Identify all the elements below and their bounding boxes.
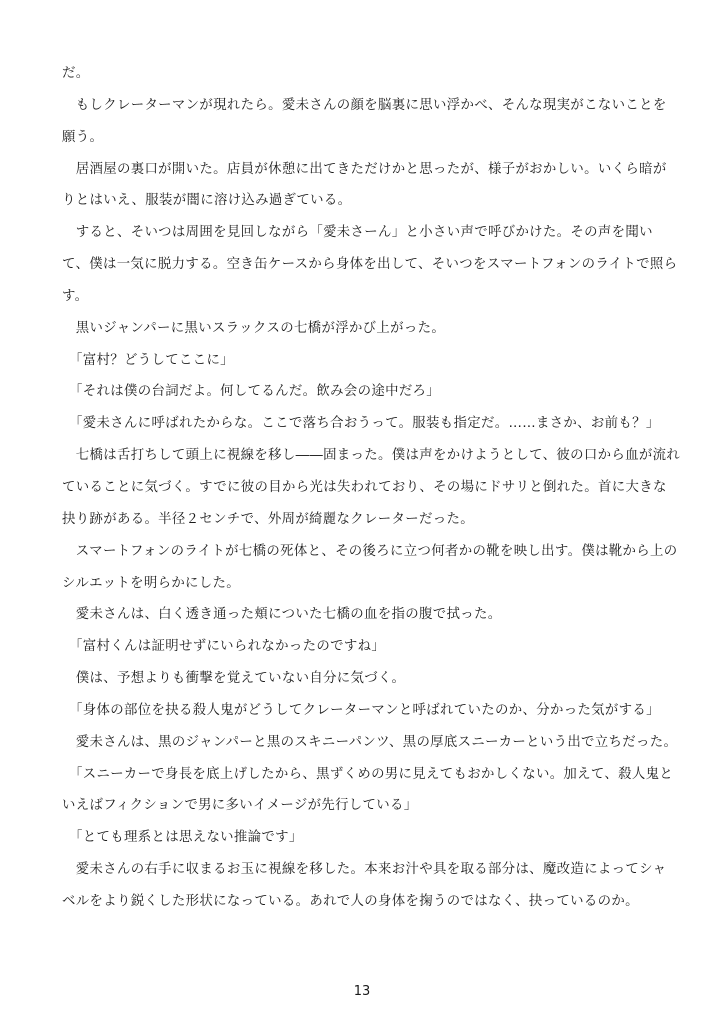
text-line: 「愛未さんに呼ばれたからな。ここで落ち合おうって。服装も指定だ。……まさか、お前も？」 xyxy=(62,416,660,432)
text-line: 愛未さんの右手に収まるお玉に視線を移した。本来お汁や具を取る部分は、魔改造によってシャ xyxy=(62,862,667,878)
text-line: 僕は、予想よりも衝撃を覚えていない自分に気づく。 xyxy=(62,671,406,687)
text-line: 抉り跡がある。半径２センチで、外周が綺麗なクレーターだった。 xyxy=(62,511,474,527)
text-line: 願う。 xyxy=(62,129,104,145)
text-line: いえばフィクションで男に多いイメージが先行している」 xyxy=(62,798,418,814)
text-line: 愛未さんは、白く透き通った頬についた七橋の血を指の腹で拭った。 xyxy=(62,607,502,623)
text-line: シルエットを明らかにした。 xyxy=(62,575,241,591)
text-line: て、僕は一気に脱力する。空き缶ケースから身体を出して、そいつをスマートフォンのライトで照ら xyxy=(62,257,678,273)
page-number: 13 xyxy=(353,984,371,999)
text-line: りとはいえ、服装が闇に溶け込み過ぎている。 xyxy=(62,193,352,209)
body-text xyxy=(62,58,681,918)
text-line: ベルをより鋭くした形状になっている。あれで人の身体を掬うのではなく、抉っているのか。 xyxy=(62,893,639,909)
text-line: す。 xyxy=(62,288,89,304)
text-line: 「身体の部位を抉る殺人鬼がどうしてクレーターマンと呼ばれていたのか、分かった気がする」 xyxy=(62,702,660,718)
text-line: 「富村くんは証明せずにいられなかったのですね」 xyxy=(62,639,386,655)
text-line: 黒いジャンパーに黒いスラックスの七橋が浮かび上がった。 xyxy=(62,320,446,336)
text-line: もしクレーターマンが現れたら。愛未さんの顔を脳裏に思い浮かべ、そんな現実がこないことを xyxy=(62,97,667,113)
text-line: 「それは僕の台詞だよ。何してるんだ。飲み会の途中だろ」 xyxy=(62,384,441,400)
text-line: 居酒屋の裏口が開いた。店員が休憩に出てきただけかと思ったが、様子がおかしい。いくら暗が xyxy=(62,161,667,177)
text-line: スマートフォンのライトが七橋の死体と、その後ろに立つ何者かの靴を映し出す。僕は靴から上の xyxy=(62,543,678,559)
text-line: 愛未さんは、黒のジャンパーと黒のスキニーパンツ、黒の厚底スニーカーという出で立ちだった。 xyxy=(62,734,678,750)
text-line: すると、そいつは周囲を見回しながら「愛未さーん」と小さい声で呼びかけた。その声を聞い xyxy=(62,225,653,241)
text-line: 「富村？どうしてここに」 xyxy=(62,352,234,368)
text-line: 「とても理系とは思えない推論です」 xyxy=(62,830,303,846)
text-line: 七橋は舌打ちして頭上に視線を移し――固まった。僕は声をかけようとして、彼の口から血が流れ xyxy=(62,448,681,464)
text-line: ていることに気づく。すでに彼の目から光は失われており、その場にドサリと倒れた。首に大きな xyxy=(62,479,667,495)
text-line: 「スニーカーで身長を底上げしたから、黒ずくめの男に見えてもおかしくない。加えて、殺人鬼と xyxy=(62,766,674,782)
text-line: だ。 xyxy=(62,66,90,81)
